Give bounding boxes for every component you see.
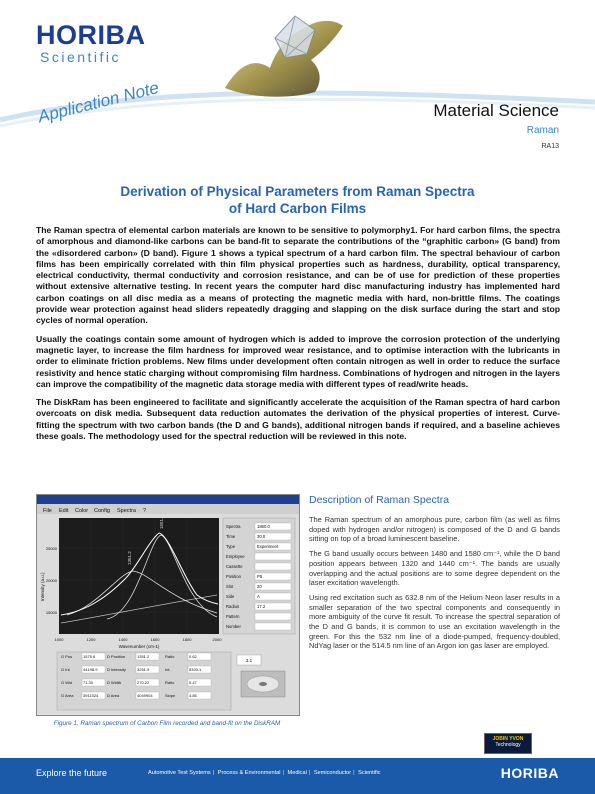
figure-caption: Figure 1. Raman spectrum of Carbon Film recorded and band-fit on the DiskRAM [53,720,281,727]
logo-brand: HORIBA [36,20,146,50]
result-label: D Area [107,693,120,698]
figure-1 [36,494,298,728]
result-label: Slope [165,693,176,698]
footer-link-process: Process & Environmental [217,770,281,776]
intro-paragraph-3: The DiskRam has been engineered to facilitate and significantly accelerate the acquisition of the Raman spectra of hard carbon overcoats on disk media. Subsequent data reduction automates the derivation of the physical properties of interest. Curve-fitting the spectrum with two carbon bands (the D and G bands), additional nitrogen bands if required, and a baseline achieves these goals. The methodology used for the spectral reduction will be reviewed in this note. [36,397,560,442]
diskram-window [37,495,299,715]
result-label: Int. [165,667,171,672]
panel-value: 30.0 [257,534,266,539]
diskram-screenshot [36,494,300,716]
section-title: Material Science [433,101,559,120]
x-tick-1400: 1400 [118,637,128,642]
document-title [60,183,535,217]
x-tick-1800: 1800 [182,637,192,642]
x-tick-1600: 1600 [150,637,160,642]
y-tick-20000: 20000 [45,578,57,583]
panel-label: Pattern [226,614,240,619]
header [0,0,595,170]
result-label: D Intensity [107,667,126,672]
description-paragraph-1: The Raman spectrum of an amorphous pure, carbon film (as well as films doped with hydrogen and/or nitrogen) is composed of the D and G bands sitting on top of a broad luminescent baseline. [309,515,560,544]
panel-label: Type [226,544,236,549]
horiba-logo [36,22,146,64]
result-value: 270.22 [137,680,150,685]
footer-link-medical: Medical [287,770,307,776]
application-note-label: Application Note [36,78,161,127]
footer-links: Automotive Test Systems | Process & Environmental | Medical | Semiconductor | Scientific [148,770,381,776]
window-title-bar [37,495,299,504]
x-tick-1000: 1000 [54,637,64,642]
x-axis-label: Wavenumber (cm-1) [118,644,160,649]
intro-paragraph-1: The Raman spectra of elemental carbon materials are known to be sensitive to polymorphy1. For hard carbon films, the spectra of amorphous and diamond-like carbons can be band-fit to separate the contributions of the “graphitic carbon» (G band) from the «disordered carbon» (D band). Figure 1 shows a typical spectrum of a hard carbon film. The spectral behaviour of carbon films has been empirically correlated with thin film physical properties such as hardness, durability, optical transparency, electrical conductivity, thermal conductivity and corrosion resistance, and can be of use for prediction of these properties without extensive alternative testing. In recent years the computer hard disc manufacturing industry has implemented hard carbon coatings on all disc media as a means of protecting the magnetic media with hard, non-brittle films. The coatings provide wear protection against head sliders repeatedly dragging and slapping on the disk surface during the start and stop cycles of normal operation. [36,225,560,326]
panel-label: Side [226,594,235,599]
menu-color: Color [75,508,89,514]
intro-paragraph-2: Usually the coatings contain some amount of hydrogen which is added to improve the corrosion protection of the underlying magnetic layer, to increase the film hardness for improved wear resistance, and to optimise interaction with the lubricants in order to eliminate friction problems. New films under development often contain nitrogen as well in order to reduce the surface resistivity and hence static charging without compromising film hardness. Combinations of hydrogen and nitrogen in the layers can improve the compatibility of the magnetic data storage media with different types of read/write heads. [36,333,560,389]
value-box-text: 3.1 [245,658,253,663]
peak-label-g: 1551.4 [159,515,164,529]
panel-label: Employee [226,554,245,559]
result-label: D Position [107,654,126,659]
panel-value: 1860.0 [257,524,270,529]
footer-horiba-logo: HORIBA [500,765,559,781]
result-value: 1351.2 [137,654,150,659]
panel-label: Spectra [226,524,241,529]
menu-spectra: Spectra [117,508,136,514]
jobin-yvon-badge [484,733,532,754]
panel-label: Cassette [226,564,243,569]
result-value: 3911524 [83,693,99,698]
description-paragraph-3: Using red excitation such as 632.8 nm of the Helium Neon laser results in a smaller separation of the two spectral components and consequently in more ambiguity of the curve fit result. To increase the spectral separation of the D and G bands, it is common to use an excitation wavelength in the green. For this the 532 nm line of a diode-pumped, frequency-doubled, NdYag laser or the 514.5 nm line of an Argon ion gas laser are employed. [309,592,560,651]
result-value: 4.85 [189,693,197,698]
title-line-2: of Hard Carbon Films [228,201,367,216]
footer-link-scientific: Scientific [358,770,381,776]
y-tick-15000: 15000 [45,610,57,615]
result-label: Ratio [165,680,175,685]
document-code: RA13 [541,143,559,150]
result-value: 3251.9 [137,667,150,672]
footer [0,758,595,794]
panel-field[interactable] [255,623,291,630]
section-subtitle: Raman [526,125,559,136]
result-value: 0.62 [189,654,197,659]
footer-tagline: Explore the future [36,768,108,778]
result-label: Ratio [165,654,175,659]
panel-label: Radius [226,604,240,609]
x-tick-2000: 2000 [212,637,222,642]
panel-field[interactable] [255,593,291,600]
logo-subtitle: Scientific [40,49,122,65]
footer-link-automotive: Automotive Test Systems [148,770,211,776]
result-label: G Wid [61,680,73,685]
menu-config: Config [94,508,110,514]
description-paragraph-2: The G band usually occurs between 1480 and 1580 cm⁻¹, while the D band position appears between 1320 and 1440 cm⁻¹. The bands are usually overlapping and the actual positions are to some degree dependent on the laser excitation wavelength. [309,549,560,588]
footer-link-semiconductor: Semiconductor [313,770,352,776]
panel-field[interactable] [255,563,291,570]
panel-field[interactable] [255,613,291,620]
result-value: 71.30 [83,680,94,685]
panel-value: 17.2 [257,604,266,609]
result-value: 44198.9 [83,667,98,672]
result-value: 4049904 [137,693,153,698]
result-value: 5320.1 [189,667,202,672]
result-value: 1575.6 [83,654,96,659]
section-heading: Description of Raman Spectra [309,494,450,506]
y-axis-label: Intensity (a.u.) [40,572,45,601]
raman-description-column [309,494,560,656]
panel-value: Experiment [257,544,279,549]
menu-help: ? [143,508,147,514]
title-line-1: Derivation of Physical Parameters from Raman Spectra [120,184,475,199]
result-value: 0.47 [189,680,197,685]
panel-label: Slot [226,584,234,589]
x-tick-1200: 1200 [86,637,96,642]
result-label: G Area [61,693,74,698]
intro-text [36,225,560,449]
crystal-hand-image [215,8,350,103]
y-tick-25000: 25000 [45,546,57,551]
panel-value: P5 [257,574,263,579]
panel-label: Number [226,624,241,629]
panel-value: 20 [257,584,262,589]
result-label: G Pos [61,654,73,659]
spectrum-plot [59,518,219,634]
badge-line-2: Technology [495,742,521,748]
panel-field[interactable] [255,553,291,560]
panel-label: Time [226,534,236,539]
result-label: D Width [107,680,122,685]
menu-edit: Edit [59,508,69,514]
menu-file: File [43,508,52,514]
panel-label: Position [226,574,241,579]
panel-value: A [257,594,260,599]
result-label: G Int [61,667,70,672]
badge-line-1: JOBIN YVON [492,736,524,742]
peak-label-d: 1351.2 [127,551,132,565]
